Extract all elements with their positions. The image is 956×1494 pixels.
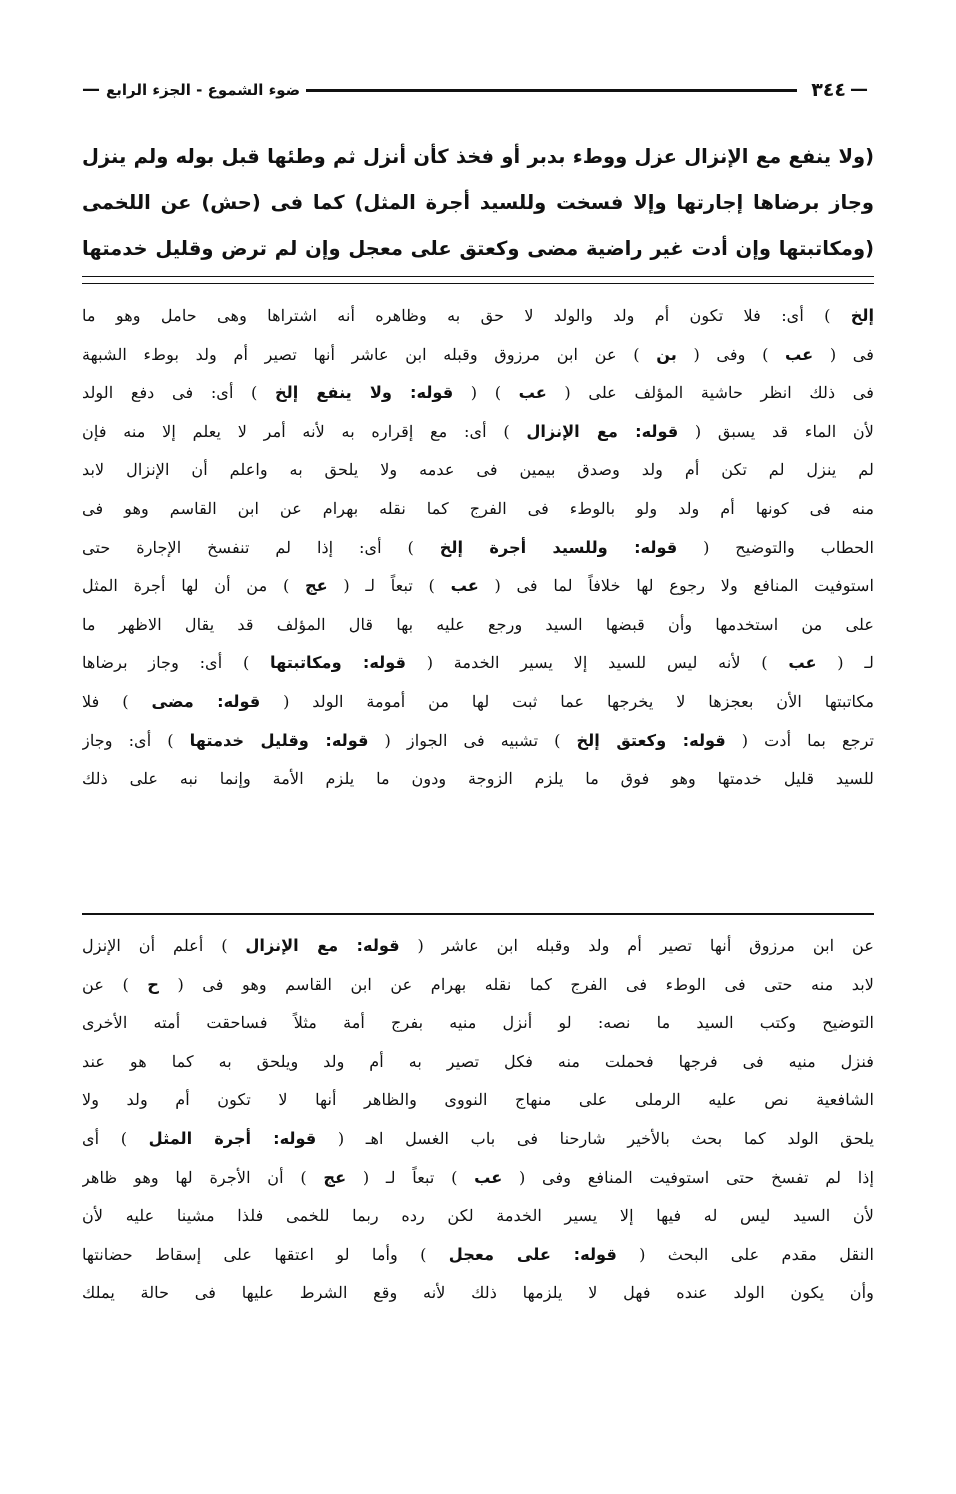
commentary-line <box>82 1120 874 1159</box>
header-rule <box>306 89 797 92</box>
commentary-line <box>82 927 874 966</box>
commentary-line <box>82 1159 874 1198</box>
bold-reference: عب <box>518 383 547 403</box>
commentary-line <box>82 606 874 645</box>
text-run: التوضيح وكتب السيد ما نصه: لو أنزل منيه بفرج أمة مثلاً فساحقت أمته الأخرى <box>82 1013 874 1033</box>
commentary-line <box>82 1081 874 1120</box>
commentary-line <box>82 966 874 1005</box>
running-title: ضوء الشموع - الجزء الرابع <box>106 80 301 99</box>
text-run: النقل مقدم على البحث ( <box>616 1244 874 1264</box>
bold-reference: إلخ <box>850 306 874 325</box>
commentary-line <box>82 644 874 683</box>
commentary-line <box>82 722 874 761</box>
bold-reference: قوله: مع الإنزال <box>245 936 400 955</box>
commentary-line <box>82 490 874 529</box>
page-number: ٣٤٤ <box>811 78 846 101</box>
text-run: لـ ( <box>816 653 874 673</box>
bold-reference: عب <box>785 344 814 364</box>
main-text-line: وجاز برضاها إجارتها وإلا فسخت وللسيد أجرة المثل) كما فى (حش) عن اللخمى <box>82 191 874 214</box>
text-run: مكاتبتها الأن بعجزها لا يخرجها عما ثبت لها من أمومة الولد ( <box>260 691 874 711</box>
commentary-line <box>82 567 874 606</box>
text-run: ) تبعاً لـ ( <box>346 1167 475 1187</box>
commentary-line <box>82 529 874 568</box>
text-run: ) أى: وجاز <box>82 730 190 750</box>
commentary-block-two <box>82 927 874 1313</box>
bold-reference: عج <box>323 1167 347 1187</box>
main-text-line: (ولا ينفع مع الإنزال عزل ووطء بدبر أو فخذ كأن أنزل ثم وطئها قبل بوله ولم ينزل <box>82 145 874 168</box>
text-run: ) تبعاً لـ ( <box>327 576 451 596</box>
text-run: ) عن <box>82 974 148 994</box>
header-dash-left: — <box>82 79 100 100</box>
bold-reference: عب <box>474 1167 503 1187</box>
bold-reference: عب <box>450 576 479 596</box>
commentary-line <box>82 297 874 336</box>
text-run: ) أى: إذا لم تنفسخ الإجارة حتى <box>82 537 440 557</box>
bold-reference: قوله: مضى <box>151 691 261 711</box>
text-run: ترجع بما أدت ( <box>725 730 874 750</box>
commentary-line <box>82 1197 874 1236</box>
bold-reference: عج <box>304 576 328 596</box>
main-text-block <box>82 134 874 272</box>
text-run: ) أى: فى دفع الولد <box>82 383 275 403</box>
bold-reference: قوله: مع الإنزال <box>526 421 679 441</box>
text-run: ) فلا <box>82 691 152 711</box>
text-run: فنزل منيه فى فرجها فحملت منه فكل تصير به أم ولد ويلحق به كما هو عند <box>82 1051 874 1071</box>
text-run: ) أى: وجاز برضاها <box>82 653 270 673</box>
text-run: يلحق الولد كما بحث بالأخير شارحنا فى باب الغسل اهـ ( <box>316 1128 874 1148</box>
header-dash-right: — <box>850 79 868 100</box>
text-run: لأن الماء قد يسبق ( <box>678 421 874 441</box>
text-run: فى ( <box>813 344 874 364</box>
commentary-line <box>82 374 874 413</box>
commentary-line <box>82 760 874 799</box>
commentary-line <box>82 1043 874 1082</box>
bold-reference: ح <box>147 974 159 994</box>
text-run: لابد منه حتى فى الوطء فى الفرج كما نقله بهرام عن ابن القاسم وهو فى ( <box>158 974 874 994</box>
text-run: لأن السيد ليس له فيها إلا يسير الخدمة لكن رده ربما للخمى فلذا مشينا عليه لأن <box>82 1206 874 1226</box>
commentary-line <box>82 336 874 375</box>
bold-reference: قوله: أجرة المثل <box>148 1128 317 1148</box>
text-run: فى ذلك انظر حاشية المؤلف على ( <box>546 383 874 403</box>
text-run: لم ينزل لم تكن أم ولد وصدق بيمين فى عدمه ولا يلحق به واعلم أن الإنزال لابد <box>82 460 874 480</box>
text-run: ) وأما لو اعتقها على إسقاط حضانتها <box>82 1244 449 1264</box>
text-run: ) أى: فلا تكون أم ولد والولد لا حق به وظاهره أنه اشتراها وهى حامل وهو ما <box>82 306 851 325</box>
commentary-line <box>82 1004 874 1043</box>
running-header <box>82 78 874 102</box>
text-run: ) أن الأجرة لها وهو ظاهر <box>82 1167 324 1187</box>
bold-reference: عب <box>788 653 817 673</box>
commentary-line <box>82 1274 874 1313</box>
text-run: عن ابن مرزوق أنها تصير أم ولد وقبله ابن عاشر ( <box>399 936 874 955</box>
bold-reference: قوله: على معجل <box>448 1244 617 1264</box>
commentary-line <box>82 683 874 722</box>
commentary-line <box>82 451 874 490</box>
bold-reference: بن <box>656 344 677 364</box>
main-text-line: (ومكاتبتها وإن أدت غير راضية مضى وكعتق على معجل وإن لم ترض وقليل خدمتها <box>82 237 874 260</box>
text-run: الشافعية نص عليه الرملى على منهاج النووى والظاهر أنها لا تكون أم ولد ولا <box>82 1090 874 1110</box>
commentary-block-one <box>82 297 874 799</box>
text-run: ) أى <box>82 1128 149 1148</box>
text-run: ) أى: مع إقراره به لأنه أمر لا يعلم إلا منه فإن <box>82 421 527 441</box>
text-run: ) وفى ( <box>676 344 786 364</box>
text-run: ) لأنه ليس للسيد إلا يسير الخدمة ( <box>405 653 789 673</box>
bold-reference: قوله: ومكاتبتها <box>270 653 406 673</box>
footnote-divider <box>82 913 874 915</box>
bold-reference: قوله: وللسيد أجرة إلخ <box>439 537 678 557</box>
commentary-line <box>82 1236 874 1275</box>
bold-reference: قوله: ولا ينفع إلخ <box>274 383 454 403</box>
text-run: وأن يكون الولد عنده فهل لا يلزمها ذلك لأنه وقع الشرط عليها فى حالة يملك <box>82 1283 874 1303</box>
bold-reference: قوله: وكعتق إلخ <box>576 730 726 750</box>
text-run: على من استخدمها وأن قبضها السيد ورجع عليه بها قال المؤلف قد يقال الاظهر ما <box>82 614 874 634</box>
book-page <box>82 0 874 1494</box>
text-run: ) عن ابن مرزوق وقبله ابن عاشر أنها تصير أم ولد بوطء الشبهة <box>82 344 657 364</box>
text-run: ) ( <box>453 383 519 403</box>
text-run: استوفيت المنافع ولا رجوع لها خلافاً لما فى ( <box>478 576 874 596</box>
text-run: إذا لم تفسخ حتى استوفيت المنافع وفى ( <box>502 1167 874 1187</box>
text-run: منه فى كونها أم ولد ولو بالوطء فى الفرج كما نقله بهرام عن ابن القاسم وهو فى <box>82 498 874 518</box>
text-run: ) أعلم أن الإنزل <box>82 936 246 955</box>
bold-reference: قوله: وقليل خدمتها <box>189 730 369 750</box>
text-run: ) من أن لها أجرة المثل <box>82 576 305 596</box>
double-divider <box>82 276 874 284</box>
commentary-line <box>82 413 874 452</box>
text-run: الحطاب والتوضيح ( <box>677 537 874 557</box>
text-run: للسيد قليل خدمتها وهو فوق ما يلزم الزوجة ودون ما يلزم الأمة وإنما نبه على ذلك <box>82 769 874 789</box>
text-run: ) تشبيه فى الجواز ( <box>368 730 577 750</box>
